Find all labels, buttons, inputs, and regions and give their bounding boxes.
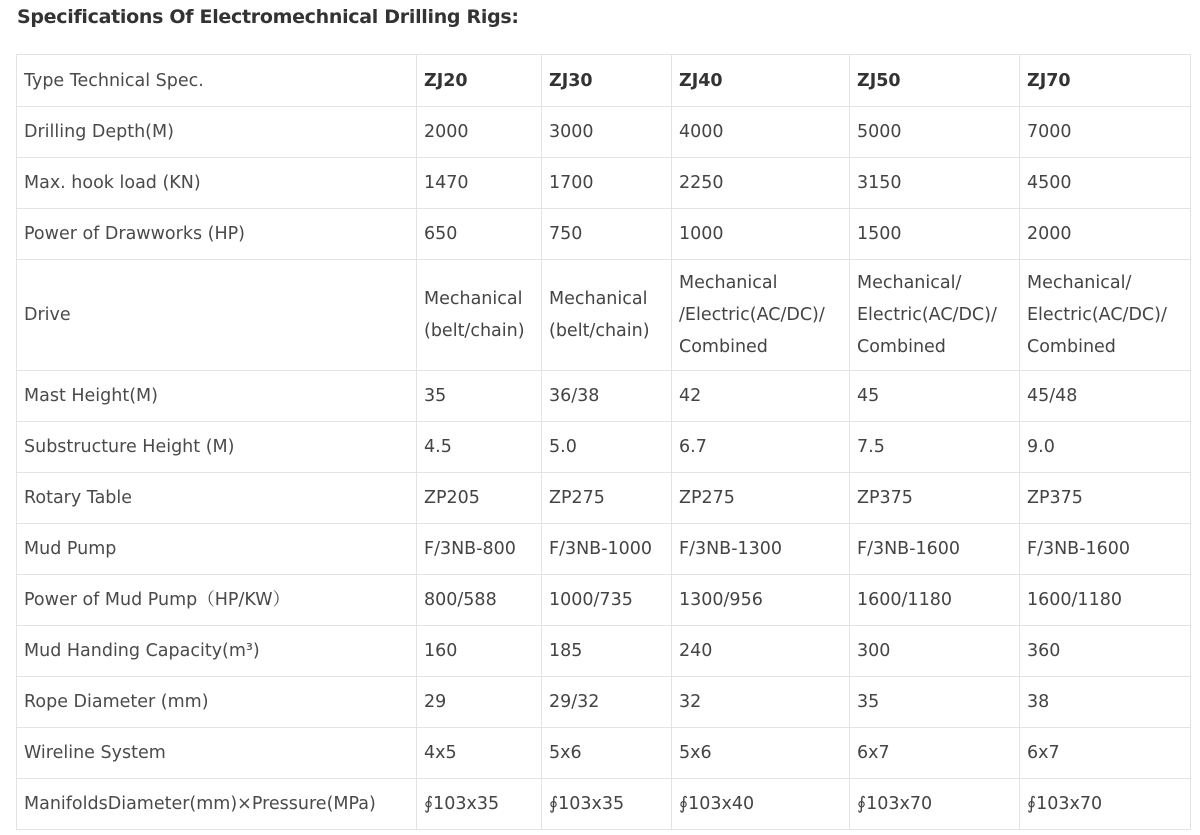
table-cell: 5x6: [542, 728, 672, 779]
row-label: Power of Drawworks (HP): [17, 209, 417, 260]
row-label: Drive: [17, 260, 417, 371]
table-cell: ZP275: [672, 473, 850, 524]
table-cell: 35: [850, 677, 1020, 728]
table-cell: 45/48: [1020, 371, 1191, 422]
cell-line: Mechanical: [679, 273, 778, 293]
table-cell: 1700: [542, 158, 672, 209]
model-header-zj30: ZJ30: [542, 55, 672, 107]
table-cell: 750: [542, 209, 672, 260]
table-cell: ∮103x70: [850, 779, 1020, 830]
table-row: [17, 260, 1191, 371]
cell-line: Combined: [679, 337, 768, 357]
row-label: Drilling Depth(M): [17, 107, 417, 158]
table-cell: ∮103x35: [542, 779, 672, 830]
table-cell: [1020, 260, 1191, 371]
table-cell: 2000: [1020, 209, 1191, 260]
table-cell: 1000/735: [542, 575, 672, 626]
table-cell: 45: [850, 371, 1020, 422]
table-cell: 29/32: [542, 677, 672, 728]
table-cell: 185: [542, 626, 672, 677]
cell-line: Mechanical/: [857, 273, 962, 293]
table-cell: 1000: [672, 209, 850, 260]
row-label: Mud Handing Capacity(m³): [17, 626, 417, 677]
row-label: Power of Mud Pump（HP/KW）: [17, 575, 417, 626]
row-label: Mud Pump: [17, 524, 417, 575]
page-title: Specifications Of Electromechnical Drilling Rigs:: [17, 6, 519, 28]
table-row: [17, 677, 1191, 728]
table-cell: 300: [850, 626, 1020, 677]
table-cell: 4000: [672, 107, 850, 158]
table-cell: 1470: [417, 158, 542, 209]
table-cell: F/3NB-1300: [672, 524, 850, 575]
table-cell: ∮103x40: [672, 779, 850, 830]
row-label: Rotary Table: [17, 473, 417, 524]
table-cell: 35: [417, 371, 542, 422]
table-cell: 6.7: [672, 422, 850, 473]
model-header-zj70: ZJ70: [1020, 55, 1191, 107]
table-cell: 6x7: [1020, 728, 1191, 779]
table-cell: 42: [672, 371, 850, 422]
table-row: [17, 575, 1191, 626]
cell-line: Electric(AC/DC)/: [1027, 305, 1167, 325]
table-cell: ZP205: [417, 473, 542, 524]
table-cell: ZP375: [1020, 473, 1191, 524]
table-cell: F/3NB-1000: [542, 524, 672, 575]
table-cell: 38: [1020, 677, 1191, 728]
table-row: [17, 626, 1191, 677]
table-cell: 7.5: [850, 422, 1020, 473]
row-label: Mast Height(M): [17, 371, 417, 422]
model-header-zj40: ZJ40: [672, 55, 850, 107]
table-cell: F/3NB-1600: [850, 524, 1020, 575]
table-cell: 36/38: [542, 371, 672, 422]
cell-line: (belt/chain): [549, 321, 650, 341]
table-cell: 360: [1020, 626, 1191, 677]
row-label: ManifoldsDiameter(mm)×Pressure(MPa): [17, 779, 417, 830]
specifications-table: [16, 54, 1191, 830]
model-header-zj20: ZJ20: [417, 55, 542, 107]
table-cell: 29: [417, 677, 542, 728]
cell-line: Mechanical: [549, 289, 648, 309]
table-cell: 4x5: [417, 728, 542, 779]
row-label: Wireline System: [17, 728, 417, 779]
table-cell: F/3NB-800: [417, 524, 542, 575]
table-cell: 7000: [1020, 107, 1191, 158]
cell-line: Electric(AC/DC)/: [857, 305, 997, 325]
table-cell: 3150: [850, 158, 1020, 209]
table-row: [17, 371, 1191, 422]
table-cell: 5x6: [672, 728, 850, 779]
table-row: [17, 728, 1191, 779]
table-cell: ZP275: [542, 473, 672, 524]
table-cell: 1600/1180: [850, 575, 1020, 626]
table-row: [17, 107, 1191, 158]
table-cell: 4.5: [417, 422, 542, 473]
table-cell: 1600/1180: [1020, 575, 1191, 626]
table-cell: [542, 260, 672, 371]
table-cell: 4500: [1020, 158, 1191, 209]
table-cell: ∮103x35: [417, 779, 542, 830]
table-cell: [672, 260, 850, 371]
table-cell: 1500: [850, 209, 1020, 260]
table-cell: 650: [417, 209, 542, 260]
cell-line: Combined: [857, 337, 946, 357]
cell-line: (belt/chain): [424, 321, 525, 341]
table-cell: 5000: [850, 107, 1020, 158]
table-cell: 5.0: [542, 422, 672, 473]
table-row: [17, 473, 1191, 524]
table-cell: 6x7: [850, 728, 1020, 779]
row-label: Max. hook load (KN): [17, 158, 417, 209]
table-header-row: [17, 55, 1191, 107]
table-cell: 240: [672, 626, 850, 677]
table-cell: ZP375: [850, 473, 1020, 524]
row-label: Substructure Height (M): [17, 422, 417, 473]
table-cell: [417, 260, 542, 371]
table-cell: 9.0: [1020, 422, 1191, 473]
header-label-cell: Type Technical Spec.: [17, 55, 417, 107]
table-cell: 160: [417, 626, 542, 677]
table-row: [17, 422, 1191, 473]
table-cell: 2250: [672, 158, 850, 209]
row-label: Rope Diameter (mm): [17, 677, 417, 728]
table-row: [17, 779, 1191, 830]
specifications-table-body: [17, 55, 1191, 830]
cell-line: Mechanical: [424, 289, 523, 309]
table-cell: 800/588: [417, 575, 542, 626]
cell-line: Combined: [1027, 337, 1116, 357]
table-cell: 1300/956: [672, 575, 850, 626]
table-row: [17, 524, 1191, 575]
table-cell: 3000: [542, 107, 672, 158]
table-row: [17, 209, 1191, 260]
table-cell: 2000: [417, 107, 542, 158]
model-header-zj50: ZJ50: [850, 55, 1020, 107]
table-cell: F/3NB-1600: [1020, 524, 1191, 575]
table-cell: ∮103x70: [1020, 779, 1191, 830]
cell-line: Mechanical/: [1027, 273, 1132, 293]
table-cell: 32: [672, 677, 850, 728]
table-row: [17, 158, 1191, 209]
cell-line: /Electric(AC/DC)/: [679, 305, 825, 325]
table-cell: [850, 260, 1020, 371]
